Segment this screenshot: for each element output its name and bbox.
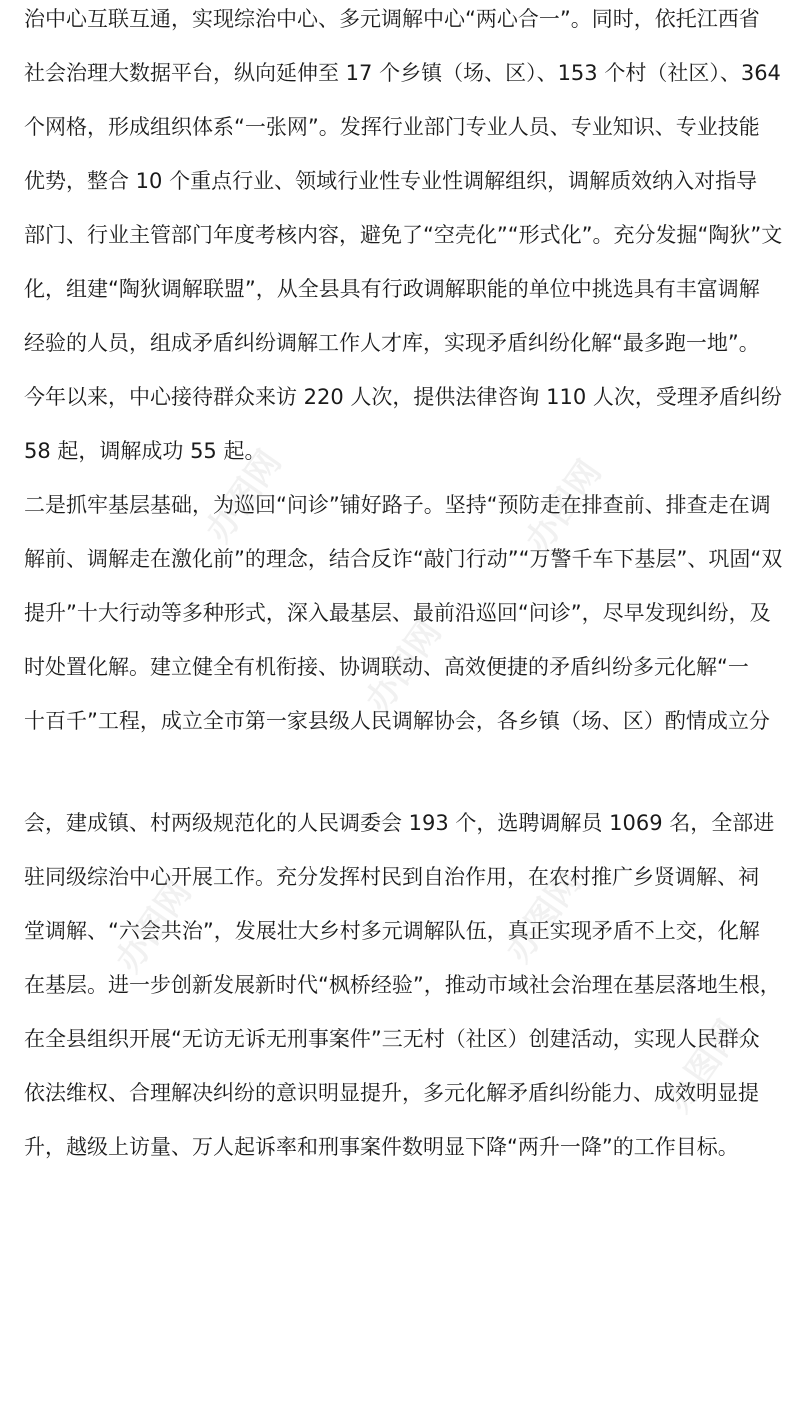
text-line: 解前、调解走在激化前”的理念，结合反诈“敲门行动”“万警千车下基层”、巩固“双	[24, 547, 783, 571]
watermark: 办图网	[198, 443, 290, 550]
text-line: 治中心互联互通，实现综治中心、多元调解中心“两心合一”。同时，依托江西省	[24, 7, 760, 31]
text-line: 提升”十大行动等多种形式，深入最基层、最前沿巡回“问诊”，尽早发现纠纷，及	[24, 601, 771, 625]
text-line: 今年以来，中心接待群众来访 220 人次，提供法律咨询 110 人次，受理矛盾纠纷	[24, 385, 782, 409]
watermark: 办图网	[518, 453, 610, 560]
watermark: 办图网	[658, 1013, 750, 1120]
text-line: 依法维权、合理解决纠纷的意识明显提升，多元化解矛盾纠纷能力、成效明显提	[24, 1081, 759, 1105]
watermark: 办图网	[108, 873, 200, 980]
text-line: 化，组建“陶狄调解联盟”，从全县具有行政调解职能的单位中挑选具有丰富调解	[24, 277, 760, 301]
text-line: 会，建成镇、村两级规范化的人民调委会 193 个，选聘调解员 1069 名，全部进	[24, 811, 775, 835]
text-line: 在全县组织开展“无访无诉无刑事案件”三无村（社区）创建活动，实现人民群众	[24, 1027, 760, 1051]
text-line: 社会治理大数据平台，纵向延伸至 17 个乡镇（场、区）、153 个村（社区）、364	[24, 61, 781, 85]
text-line: 优势，整合 10 个重点行业、领域行业性专业性调解组织，调解质效纳入对指导	[24, 169, 758, 193]
watermark: 办图网	[358, 613, 450, 720]
text-line: 十百千”工程，成立全市第一家县级人民调解协会，各乡镇（场、区）酌情成立分	[24, 709, 770, 733]
text-line: 升，越级上访量、万人起诉率和刑事案件数明显下降“两升一降”的工作目标。	[24, 1135, 739, 1159]
text-line: 驻同级综治中心开展工作。充分发挥村民到自治作用，在农村推广乡贤调解、祠	[24, 865, 759, 889]
text-line: 时处置化解。建立健全有机衔接、协调联动、高效便捷的矛盾纠纷多元化解“一	[24, 655, 749, 679]
text-line: 个网格，形成组织体系“一张网”。发挥行业部门专业人员、专业知识、专业技能	[24, 115, 760, 139]
text-line: 堂调解、“六会共治”，发展壮大乡村多元调解队伍，真正实现矛盾不上交，化解	[24, 919, 760, 943]
text-line: 经验的人员，组成矛盾纠纷调解工作人才库，实现矛盾纠纷化解“最多跑一地”。	[24, 331, 760, 355]
watermark: 办图网	[498, 863, 590, 970]
text-line: 二是抓牢基层基础，为巡回“问诊”铺好路子。坚持“预防走在排查前、排查走在调	[24, 493, 771, 517]
text-line: 58 起，调解成功 55 起。	[24, 439, 266, 463]
text-line: 在基层。进一步创新发展新时代“枫桥经验”，推动市域社会治理在基层落地生根，	[24, 973, 781, 997]
text-line: 部门、行业主管部门年度考核内容，避免了“空壳化”“形式化”。充分发掘“陶狄”文	[24, 223, 783, 247]
